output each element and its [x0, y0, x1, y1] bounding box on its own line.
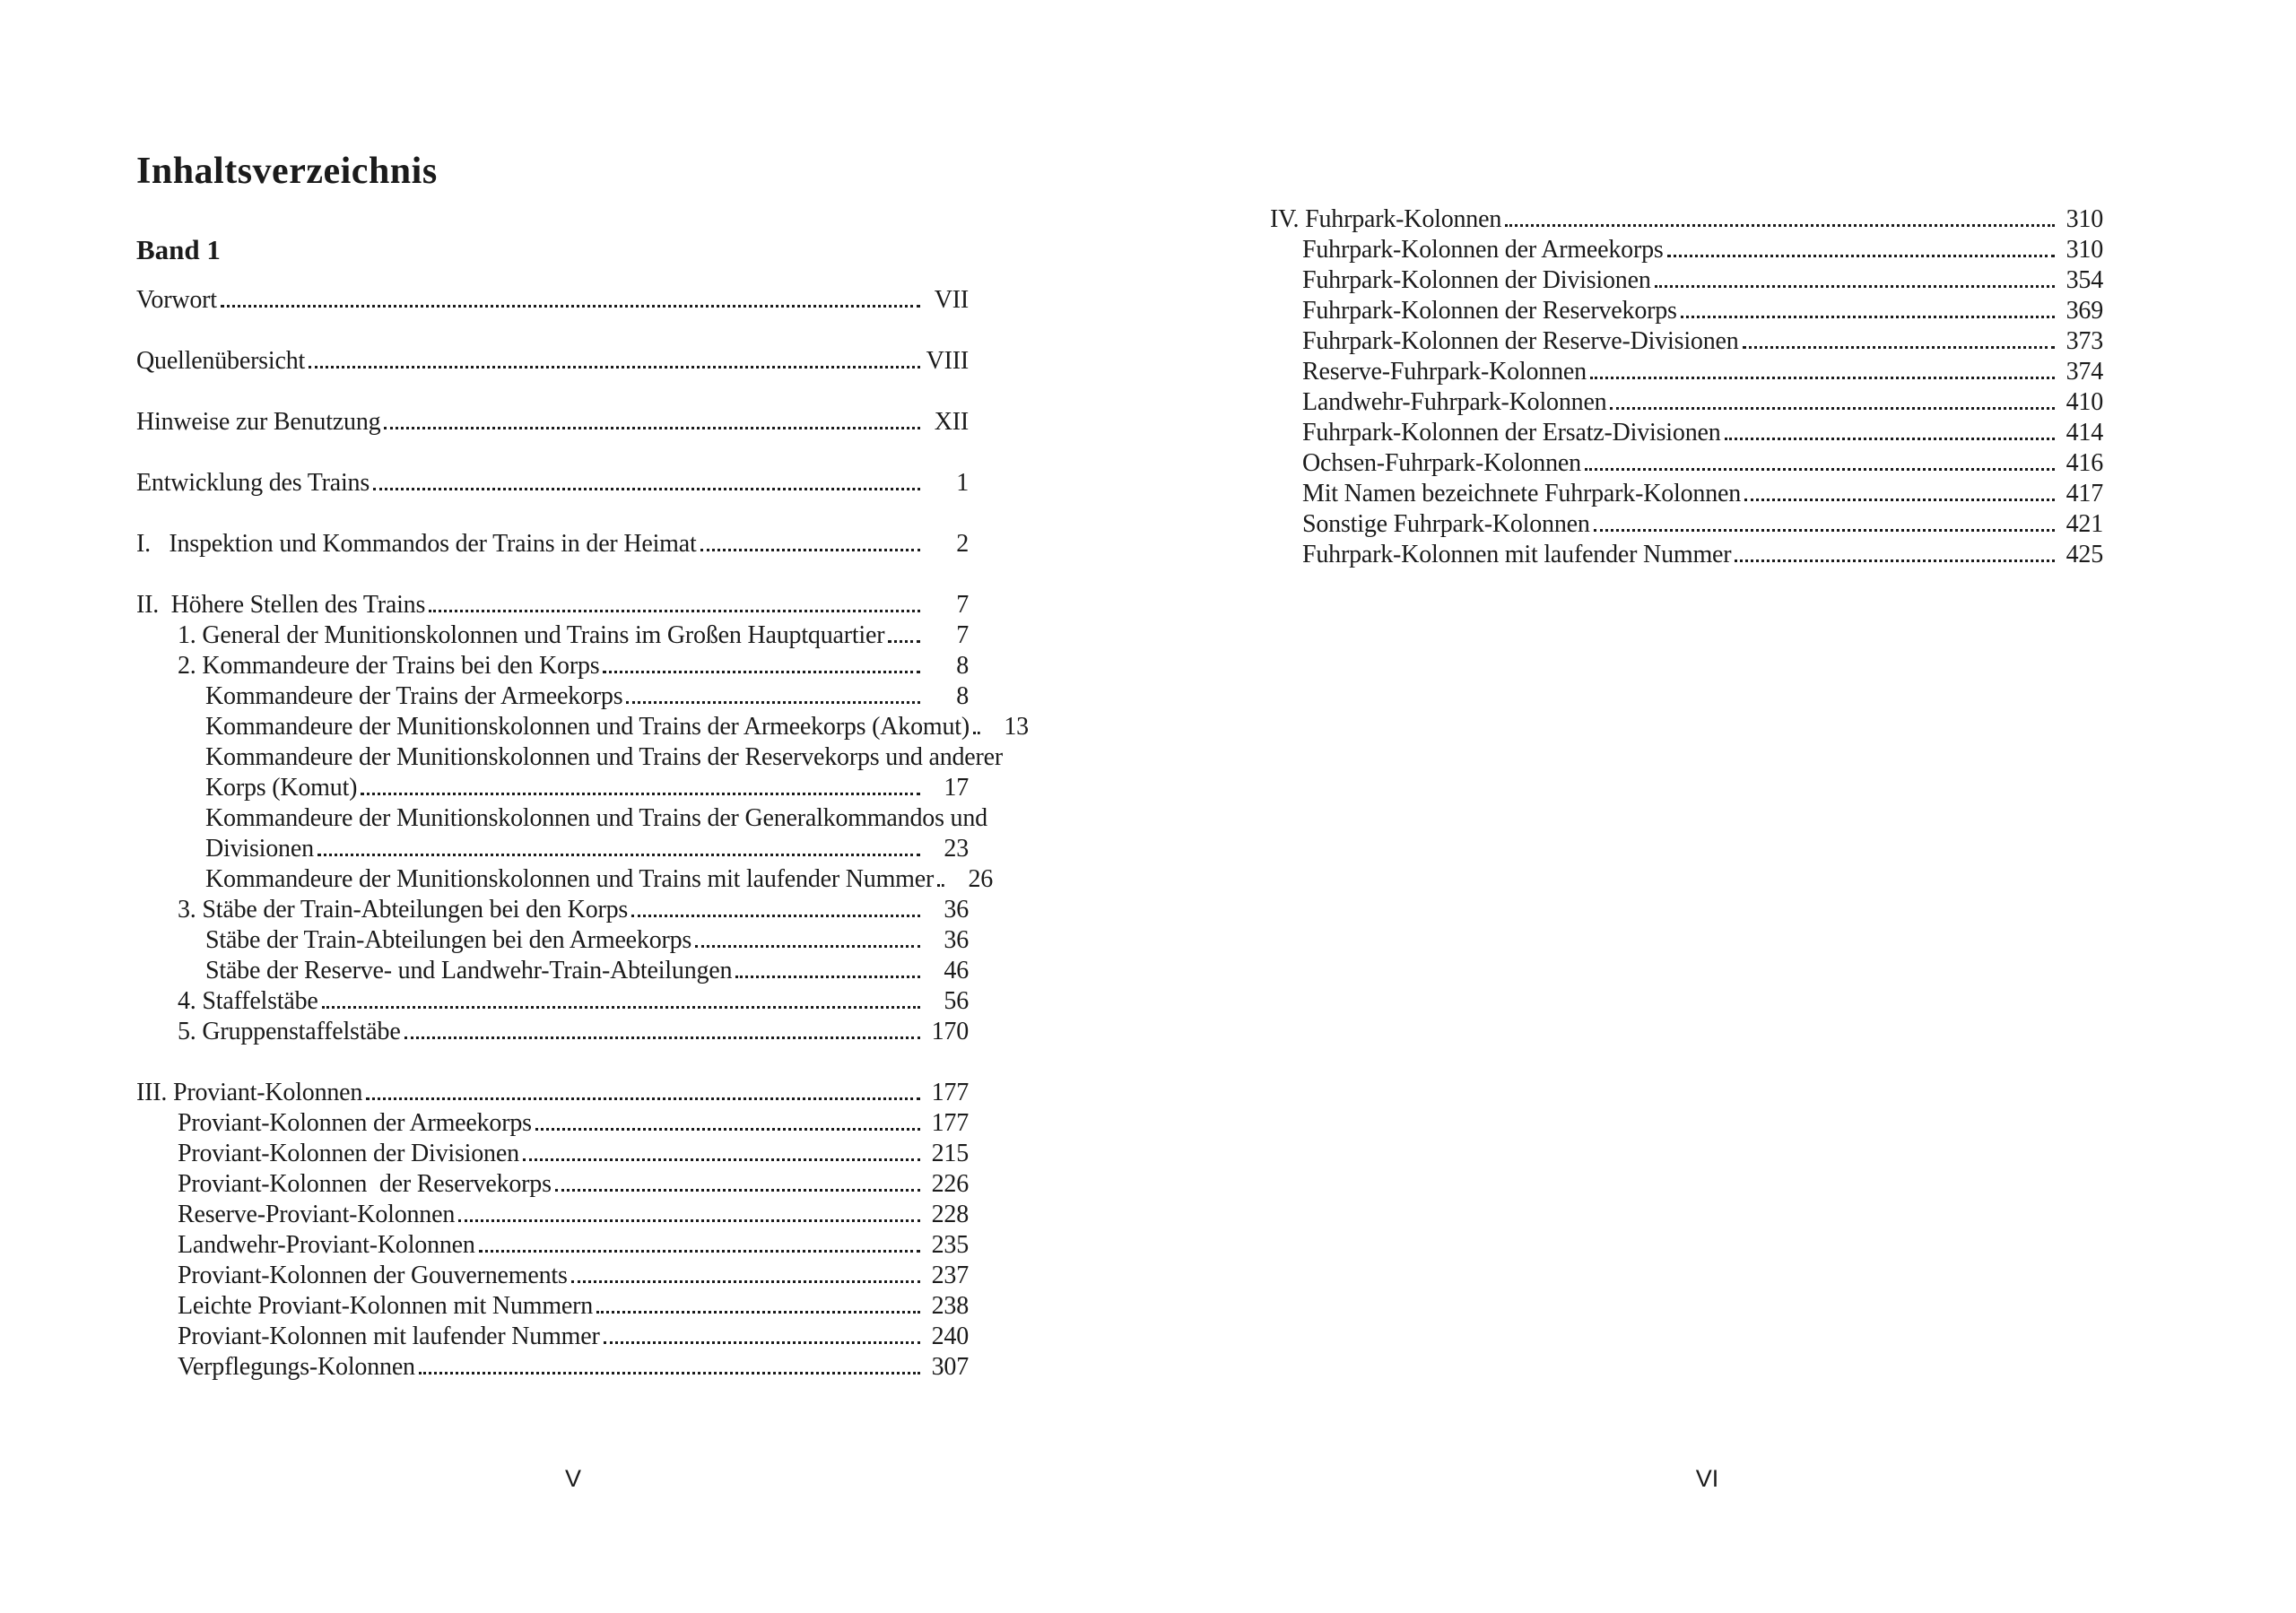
toc-entry — [1270, 448, 2103, 479]
toc-entry-label: I. Inspektion und Kommandos der Trains in der Heimat — [136, 530, 697, 558]
toc-entry — [136, 986, 969, 1017]
dot-leader — [1744, 499, 2055, 501]
dot-leader — [361, 793, 920, 795]
toc-page-number: 235 — [931, 1231, 969, 1259]
toc-page-number: 56 — [944, 987, 969, 1015]
toc-entry-label: Quellenübersicht — [136, 347, 306, 375]
toc-entry-label: Kommandeure der Munitionskolonnen und Trains der Generalkommandos und — [205, 804, 987, 832]
dot-leader — [888, 640, 920, 643]
dot-leader — [555, 1189, 920, 1192]
toc-page-number: 177 — [931, 1109, 969, 1137]
toc-entry-label: Landwehr-Proviant-Kolonnen — [178, 1231, 475, 1259]
toc-entry — [136, 1017, 969, 1047]
dot-leader — [1590, 377, 2055, 379]
dot-leader — [429, 610, 920, 612]
toc-entry-label: Entwicklung des Trains — [136, 469, 370, 497]
toc-page-number: 8 — [956, 652, 969, 680]
toc-entry-label: Fuhrpark-Kolonnen der Divisionen — [1302, 266, 1651, 294]
toc-entry — [136, 803, 987, 834]
toc-page-number: 414 — [2066, 419, 2103, 447]
dot-leader — [523, 1158, 920, 1161]
toc-entry-label: Landwehr-Fuhrpark-Kolonnen — [1302, 388, 1607, 416]
dot-leader — [366, 1097, 920, 1100]
dot-leader — [596, 1311, 920, 1314]
toc-block — [136, 1078, 969, 1383]
toc-entry-label: 3. Stäbe der Train-Abteilungen bei den Korps — [178, 896, 629, 924]
toc-entry — [136, 1139, 969, 1169]
toc-entry — [1270, 479, 2103, 509]
toc-page-number: 177 — [931, 1079, 969, 1106]
dot-leader — [404, 1036, 920, 1039]
toc-entry — [136, 712, 1029, 742]
band-heading: Band 1 — [136, 234, 221, 265]
toc-page-number: 410 — [2066, 388, 2103, 416]
toc-entry — [136, 590, 969, 620]
toc-entry — [136, 834, 969, 864]
toc-block — [136, 407, 969, 438]
toc-entry — [1270, 509, 2103, 540]
toc-entry — [136, 1261, 969, 1291]
toc-entry-label: Sonstige Fuhrpark-Kolonnen — [1302, 510, 1590, 538]
toc-page-number: 237 — [931, 1262, 969, 1289]
toc-entry — [136, 346, 969, 377]
toc-entry — [136, 1200, 969, 1230]
toc-page-number: VII — [934, 286, 969, 314]
toc-entry — [1270, 265, 2103, 296]
dot-leader — [973, 732, 980, 734]
toc-entry — [1270, 540, 2103, 570]
toc-entry-label: Verpflegungs-Kolonnen — [178, 1353, 415, 1381]
dot-leader — [626, 701, 920, 704]
toc-entry-label: 4. Staffelstäbe — [178, 987, 318, 1015]
toc-entry — [136, 285, 969, 316]
toc-entry — [1270, 387, 2103, 418]
toc-entry — [1270, 418, 2103, 448]
toc-entry-label: 2. Kommandeure der Trains bei den Korps — [178, 652, 600, 680]
toc-page-number: 2 — [956, 530, 969, 558]
dot-leader — [571, 1280, 920, 1283]
toc-page-number: 46 — [944, 957, 969, 984]
toc-entry-label: Korps (Komut) — [205, 774, 358, 802]
toc-entry — [136, 1291, 969, 1322]
toc-block — [136, 529, 969, 559]
toc-page-number: 310 — [2066, 205, 2103, 233]
toc-page-number: 354 — [2066, 266, 2103, 294]
toc-page-number: 1 — [956, 469, 969, 497]
toc-entry-label: 1. General der Munitionskolonnen und Trains im Großen Hauptquartier — [178, 621, 885, 649]
toc-entry — [136, 1169, 969, 1200]
toc-entry — [136, 1352, 969, 1383]
page-folio-left: V — [564, 1465, 581, 1492]
dot-leader — [604, 1341, 920, 1344]
dot-leader — [1505, 224, 2055, 227]
toc-block — [136, 285, 969, 316]
toc-entry-label: Kommandeure der Munitionskolonnen und Trains der Reservekorps und anderer — [205, 743, 1004, 771]
toc-entry — [136, 620, 969, 651]
toc-entry — [136, 529, 969, 559]
toc-entry — [136, 1108, 969, 1139]
toc-entry-label: Leichte Proviant-Kolonnen mit Nummern — [178, 1292, 594, 1320]
toc-entry — [136, 956, 969, 986]
toc-entry — [1270, 235, 2103, 265]
toc-page-number: 369 — [2066, 297, 2103, 325]
dot-leader — [937, 884, 944, 887]
toc-entry — [136, 864, 994, 895]
toc-entry-label: IV. Fuhrpark-Kolonnen — [1270, 205, 1502, 233]
toc-page-number: 374 — [2066, 358, 2103, 386]
toc-entry — [136, 407, 969, 438]
toc-entry — [136, 1230, 969, 1261]
toc-entry-label: Proviant-Kolonnen mit laufender Nummer — [178, 1322, 600, 1350]
toc-entry-label: Fuhrpark-Kolonnen der Armeekorps — [1302, 236, 1664, 264]
toc-block — [1270, 204, 2103, 570]
toc-page-number: 23 — [944, 835, 969, 863]
dot-leader — [1655, 285, 2055, 288]
dot-leader — [479, 1250, 920, 1253]
dot-leader — [458, 1219, 920, 1222]
toc-entry-label: 5. Gruppenstaffelstäbe — [178, 1018, 401, 1045]
toc-entry-label: Proviant-Kolonnen der Reservekorps — [178, 1170, 552, 1198]
toc-page-number: 307 — [931, 1353, 969, 1381]
toc-entry-label: Kommandeure der Trains der Armeekorps — [205, 682, 623, 710]
dot-leader — [535, 1128, 920, 1131]
toc-entry — [136, 925, 969, 956]
toc-entry-label: II. Höhere Stellen des Trains — [136, 591, 426, 619]
toc-page-number: 17 — [944, 774, 969, 802]
toc-entry-label: Proviant-Kolonnen der Gouvernements — [178, 1262, 568, 1289]
toc-page-number: 228 — [931, 1201, 969, 1228]
dot-leader — [700, 549, 920, 551]
toc-page-number: XII — [934, 408, 969, 436]
toc-entry-label: Kommandeure der Munitionskolonnen und Trains der Armeekorps (Akomut) — [205, 713, 970, 741]
toc-page-number: 8 — [956, 682, 969, 710]
toc-entry-label: Divisionen — [205, 835, 314, 863]
dot-leader — [373, 488, 920, 490]
toc-entry-label: Fuhrpark-Kolonnen der Reserve-Divisionen — [1302, 327, 1739, 355]
toc-entry — [136, 681, 969, 712]
dot-leader — [1667, 255, 2055, 257]
right-page — [1270, 204, 2103, 601]
toc-entry — [1270, 204, 2103, 235]
toc-entry-label: Ochsen-Fuhrpark-Kolonnen — [1302, 449, 1581, 477]
toc-list-left — [136, 285, 1029, 1383]
toc-entry-label: Mit Namen bezeichnete Fuhrpark-Kolonnen — [1302, 480, 1742, 507]
toc-entry — [1270, 326, 2103, 357]
toc-page-number: 238 — [931, 1292, 969, 1320]
toc-entry — [136, 742, 1004, 773]
toc-entry-label: Fuhrpark-Kolonnen der Ersatz-Divisionen — [1302, 419, 1721, 447]
toc-entry-label: III. Proviant-Kolonnen — [136, 1079, 363, 1106]
toc-list-right — [1270, 204, 2103, 570]
dot-leader — [1681, 316, 2055, 318]
toc-entry-label: Vorwort — [136, 286, 217, 314]
toc-entry-label: Stäbe der Train-Abteilungen bei den Armeekorps — [205, 926, 692, 954]
toc-page-number: 226 — [931, 1170, 969, 1198]
toc-entry-label: Stäbe der Reserve- und Landwehr-Train-Abteilungen — [205, 957, 733, 984]
toc-entry — [136, 1078, 969, 1108]
left-page — [136, 151, 1029, 1413]
toc-page-number: 13 — [1004, 713, 1029, 741]
dot-leader — [322, 1006, 920, 1009]
dot-leader — [1585, 468, 2055, 471]
dot-leader — [221, 305, 920, 308]
toc-entry-label: Proviant-Kolonnen der Armeekorps — [178, 1109, 532, 1137]
toc-page-number: 26 — [968, 865, 994, 893]
toc-entry — [136, 468, 969, 499]
toc-block — [136, 346, 969, 377]
toc-entry-label: Reserve-Fuhrpark-Kolonnen — [1302, 358, 1587, 386]
toc-page-number: 417 — [2066, 480, 2103, 507]
dot-leader — [1735, 559, 2055, 562]
page-folio-right: VI — [1695, 1465, 1719, 1492]
toc-entry — [1270, 357, 2103, 387]
dot-leader — [317, 854, 920, 856]
toc-page-number: 170 — [931, 1018, 969, 1045]
toc-page-number: 36 — [944, 926, 969, 954]
toc-entry — [136, 651, 969, 681]
toc-page-number: 7 — [956, 591, 969, 619]
toc-entry-label: Kommandeure der Munitionskolonnen und Trains mit laufender Nummer — [205, 865, 935, 893]
toc-block — [136, 468, 969, 499]
dot-leader — [631, 915, 920, 917]
dot-leader — [1594, 529, 2055, 532]
dot-leader — [1743, 346, 2055, 349]
toc-entry — [1270, 296, 2103, 326]
toc-entry-label: Fuhrpark-Kolonnen mit laufender Nummer — [1302, 541, 1732, 568]
dot-leader — [695, 945, 920, 948]
toc-page-number: 373 — [2066, 327, 2103, 355]
toc-page-number: 425 — [2066, 541, 2103, 568]
toc-page-number: 36 — [944, 896, 969, 924]
dot-leader — [419, 1372, 920, 1375]
toc-entry-label: Hinweise zur Benutzung — [136, 408, 381, 436]
dot-leader — [735, 976, 920, 978]
toc-title: Inhaltsverzeichnis — [136, 151, 438, 192]
toc-entry-label: Fuhrpark-Kolonnen der Reservekorps — [1302, 297, 1677, 325]
dot-leader — [309, 366, 920, 369]
dot-leader — [603, 671, 920, 673]
toc-page-number: 7 — [956, 621, 969, 649]
toc-block — [136, 590, 1029, 1047]
dot-leader — [1610, 407, 2055, 410]
dot-leader — [384, 427, 920, 429]
toc-page-number: 416 — [2066, 449, 2103, 477]
toc-page-number: 421 — [2066, 510, 2103, 538]
toc-entry-label: Reserve-Proviant-Kolonnen — [178, 1201, 456, 1228]
toc-page-number: 215 — [931, 1140, 969, 1167]
toc-entry-label: Proviant-Kolonnen der Divisionen — [178, 1140, 519, 1167]
toc-page-number: 240 — [931, 1322, 969, 1350]
toc-entry — [136, 773, 969, 803]
dot-leader — [1725, 438, 2055, 440]
toc-entry — [136, 1322, 969, 1352]
toc-entry — [136, 895, 969, 925]
toc-page-number: 310 — [2066, 236, 2103, 264]
toc-page-number: VIII — [926, 347, 969, 375]
